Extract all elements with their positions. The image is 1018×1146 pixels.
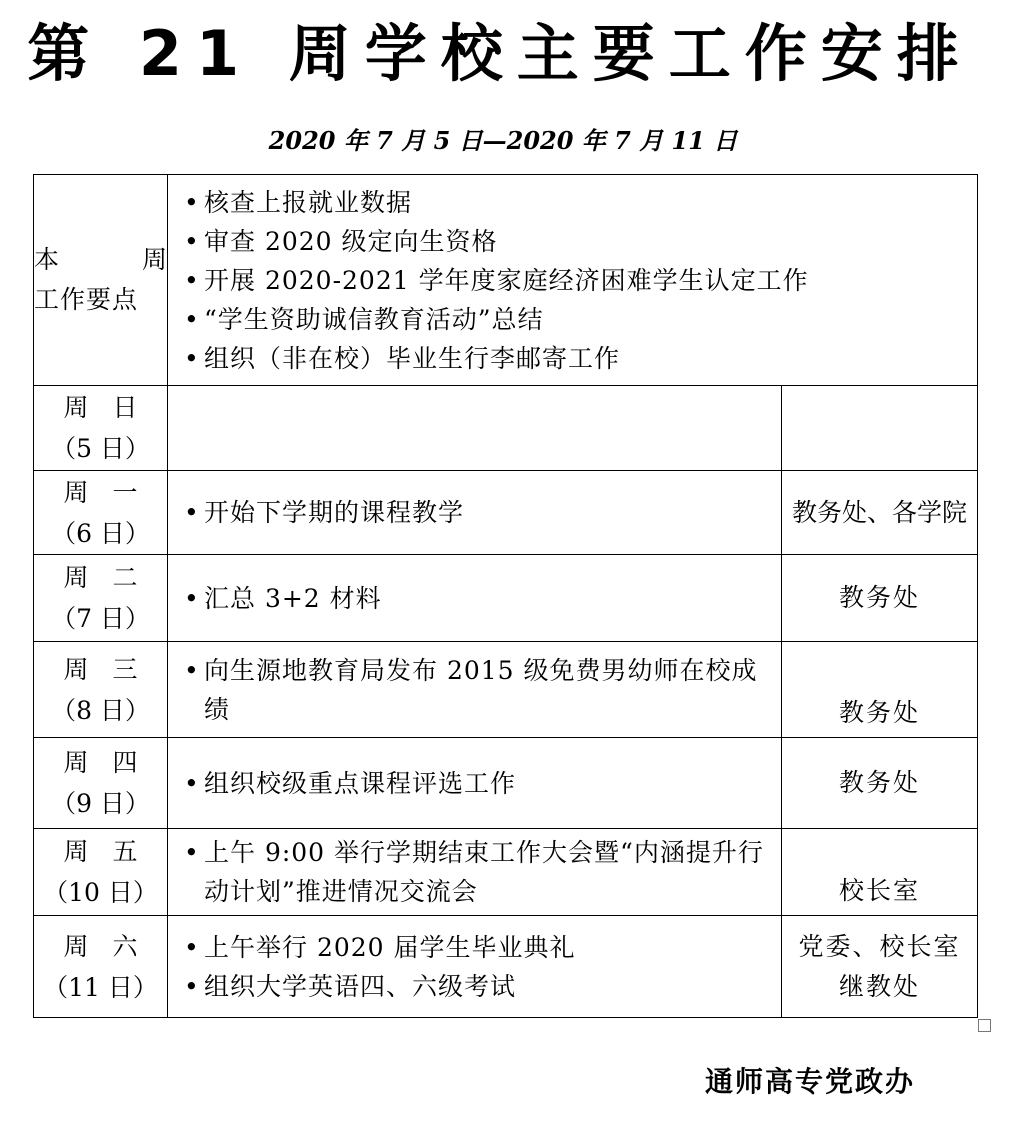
task-item: • 组织校级重点课程评选工作 bbox=[184, 764, 773, 803]
day-label-cell bbox=[34, 471, 168, 555]
department-name: 党委、校长室 bbox=[798, 931, 961, 961]
department-name: 教务处、各学院 bbox=[791, 497, 967, 527]
day-label-cell bbox=[34, 738, 168, 829]
department-name: 教务处 bbox=[838, 768, 920, 797]
task-item: • 汇总 3+2 材料 bbox=[184, 579, 773, 618]
task-item: • 开始下学期的课程教学 bbox=[184, 493, 773, 532]
day-name: 周三 bbox=[63, 654, 162, 684]
day-tasks-cell bbox=[168, 916, 782, 1018]
day-dept-cell bbox=[782, 738, 978, 829]
day-row-friday bbox=[34, 829, 978, 916]
day-label-cell bbox=[34, 916, 168, 1018]
day-dept-cell bbox=[782, 555, 978, 642]
day-name: 周六 bbox=[63, 931, 162, 961]
issuer-signature: 通师高专党政办 bbox=[705, 1065, 916, 1098]
task-item: • 向生源地教育局发布 2015 级免费男幼师在校成绩 bbox=[184, 651, 773, 729]
day-tasks-cell bbox=[168, 386, 782, 471]
day-row-sunday bbox=[34, 386, 978, 471]
day-row-monday bbox=[34, 471, 978, 555]
day-label-cell bbox=[34, 386, 168, 471]
summary-label-part1: 本 bbox=[34, 245, 60, 274]
day-date: （7 日） bbox=[51, 604, 150, 633]
day-row-wednesday bbox=[34, 642, 978, 738]
task-item: • 上午举行 2020 届学生毕业典礼 bbox=[184, 928, 773, 967]
day-name: 周一 bbox=[63, 477, 162, 507]
task-item: • 上午 9:00 举行学期结束工作大会暨“内涵提升行动计划”推进情况交流会 bbox=[184, 833, 773, 911]
day-label-cell bbox=[34, 829, 168, 916]
day-date: （6 日） bbox=[51, 518, 150, 548]
date-range: 2020 年 7 月 5 日—2020 年 7 月 11 日 bbox=[268, 126, 738, 155]
day-dept-cell bbox=[782, 642, 978, 738]
day-tasks-cell bbox=[168, 555, 782, 642]
department-name: 继教处 bbox=[838, 971, 920, 1001]
day-label-cell bbox=[34, 642, 168, 738]
summary-label-cell bbox=[34, 175, 168, 386]
day-name: 周五 bbox=[63, 837, 162, 866]
day-dept-cell bbox=[782, 916, 978, 1018]
day-date: （5 日） bbox=[51, 434, 150, 463]
department-name: 教务处 bbox=[838, 583, 920, 612]
day-name: 周四 bbox=[63, 748, 162, 777]
table-resize-handle[interactable] bbox=[978, 1019, 991, 1032]
day-tasks-cell bbox=[168, 642, 782, 738]
department-name: 校长室 bbox=[838, 876, 920, 905]
summary-item: • 组织（非在校）毕业生行李邮寄工作 bbox=[184, 339, 969, 378]
department-name: 教务处 bbox=[838, 698, 920, 727]
summary-item: • 开展 2020-2021 学年度家庭经济困难学生认定工作 bbox=[184, 261, 969, 300]
schedule-table bbox=[33, 174, 978, 1018]
day-date: （10 日） bbox=[43, 878, 158, 907]
day-tasks-cell bbox=[168, 471, 782, 555]
day-name: 周二 bbox=[63, 563, 162, 592]
day-label-cell bbox=[34, 555, 168, 642]
summary-item: • 核查上报就业数据 bbox=[184, 183, 969, 222]
day-row-thursday bbox=[34, 738, 978, 829]
document-title: 第 21 周学校主要工作安排 bbox=[27, 17, 973, 90]
summary-row bbox=[34, 175, 978, 386]
day-tasks-cell bbox=[168, 738, 782, 829]
summary-label-part2: 周 bbox=[141, 245, 167, 274]
day-row-tuesday bbox=[34, 555, 978, 642]
task-item: • 组织大学英语四、六级考试 bbox=[184, 967, 773, 1006]
day-dept-cell bbox=[782, 386, 978, 471]
day-row-saturday bbox=[34, 916, 978, 1018]
summary-item: • “学生资助诚信教育活动”总结 bbox=[184, 300, 969, 339]
day-name: 周日 bbox=[63, 393, 162, 422]
day-date: （11 日） bbox=[43, 972, 158, 1002]
day-tasks-cell bbox=[168, 829, 782, 916]
summary-label-part3: 工作要点 bbox=[34, 285, 139, 314]
day-date: （8 日） bbox=[51, 695, 150, 725]
day-dept-cell bbox=[782, 829, 978, 916]
summary-item: • 审查 2020 级定向生资格 bbox=[184, 222, 969, 261]
day-dept-cell bbox=[782, 471, 978, 555]
day-date: （9 日） bbox=[51, 789, 150, 818]
summary-items-cell bbox=[168, 175, 978, 386]
